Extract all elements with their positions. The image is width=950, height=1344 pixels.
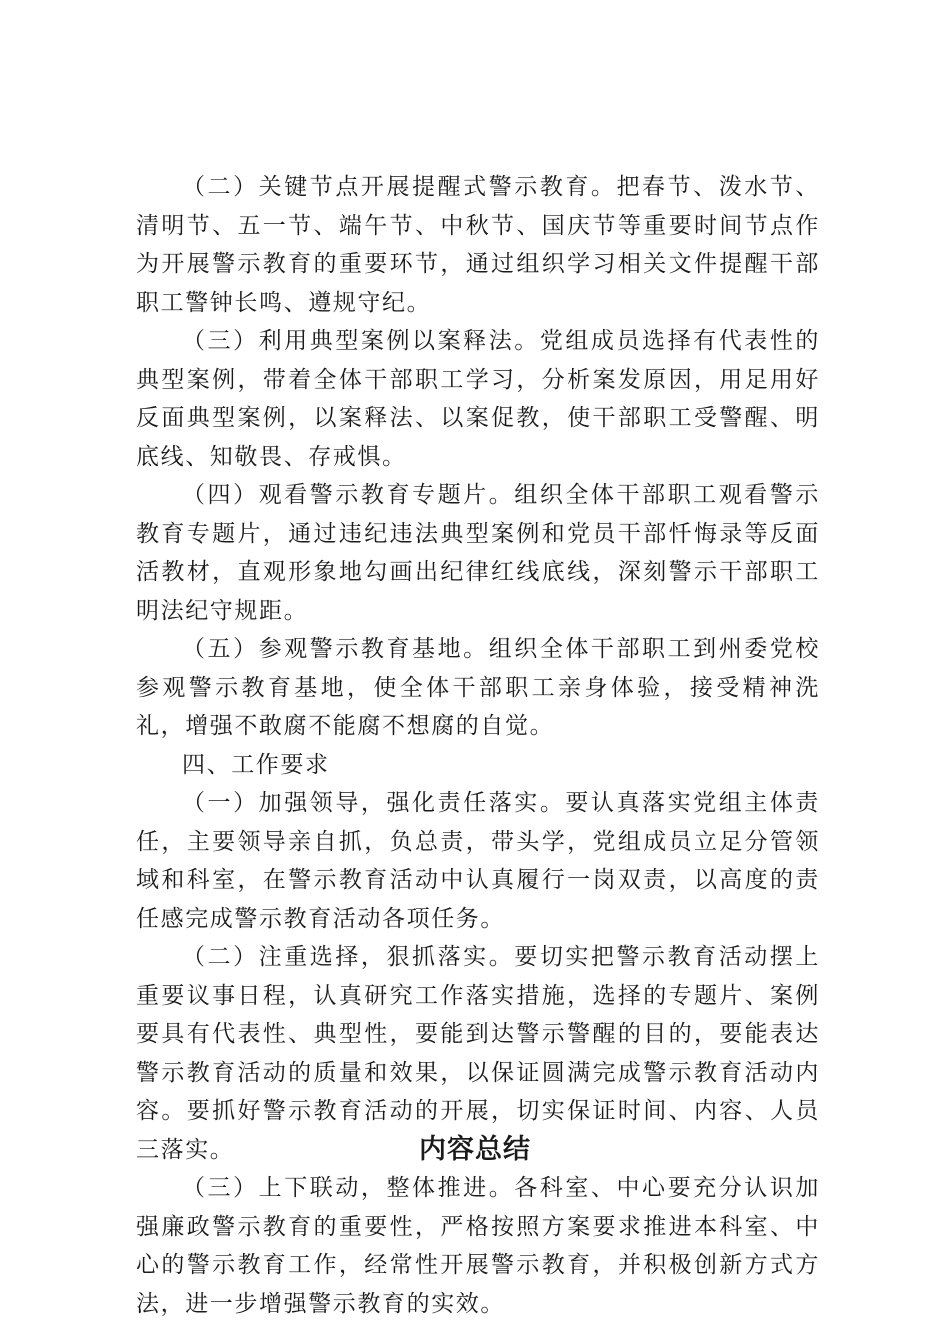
paragraph-typical-cases: （三）利用典型案例以案释法。党组成员选择有代表性的典型案例，带着全体干部职工学习，分析案发原因，用足用好反面典型案例，以案释法、以案促教，使干部职工受警醒、明底线、知敬畏、存戒惧。 [136,328,820,470]
paragraph-requirement-leadership: （一）加强领导，强化责任落实。要认真落实党组主体责任，主要领导亲自抓，负总责，带头学，党组成员立足分管领域和科室，在警示教育活动中认真履行一岗双责，以高度的责任感完成警示教育活动各项任务。 [136,790,820,932]
paragraph-watch-films: （四）观看警示教育专题片。组织全体干部职工观看警示教育专题片，通过违纪违法典型案例和党员干部忏悔录等反面活教材，直观形象地勾画出纪律红线底线，深刻警示干部职工明法纪守规距。 [136,482,820,624]
paragraph-requirement-linkage: （三）上下联动，整体推进。各科室、中心要充分认识加强廉政警示教育的重要性，严格按照方案要求推进本科室、中心的警示教育工作，经常性开展警示教育，并积极创新方式方法，进一步增强警示教育的实效。 [136,1175,820,1317]
summary-title: 内容总结 [419,1134,531,1165]
paragraph-key-nodes: （二）关键节点开展提醒式警示教育。把春节、泼水节、清明节、五一节、端午节、中秋节、国庆节等重要时间节点作为开展警示教育的重要环节，通过组织学习相关文件提醒干部职工警钟长鸣、遵规守纪。 [136,174,820,316]
paragraph-requirement-selection: （二）注重选择，狠抓落实。要切实把警示教育活动摆上重要议事日程，认真研究工作落实措施，选择的专题片、案例要具有代表性、典型性，要能到达警示警醒的目的，要能表达警示教育活动的质量和效果，以保证圆满完成警示教育活动内容。要抓好警示教育活动的开展，切实保证时间、内容、人员三落实。 [136,944,820,1163]
section-heading-work-requirements: 四、工作要求 [182,751,330,778]
paragraph-visit-base: （五）参观警示教育基地。组织全体干部职工到州委党校参观警示教育基地，使全体干部职工亲身体验，接受精神洗礼，增强不敢腐不能腐不想腐的自觉。 [136,636,820,739]
